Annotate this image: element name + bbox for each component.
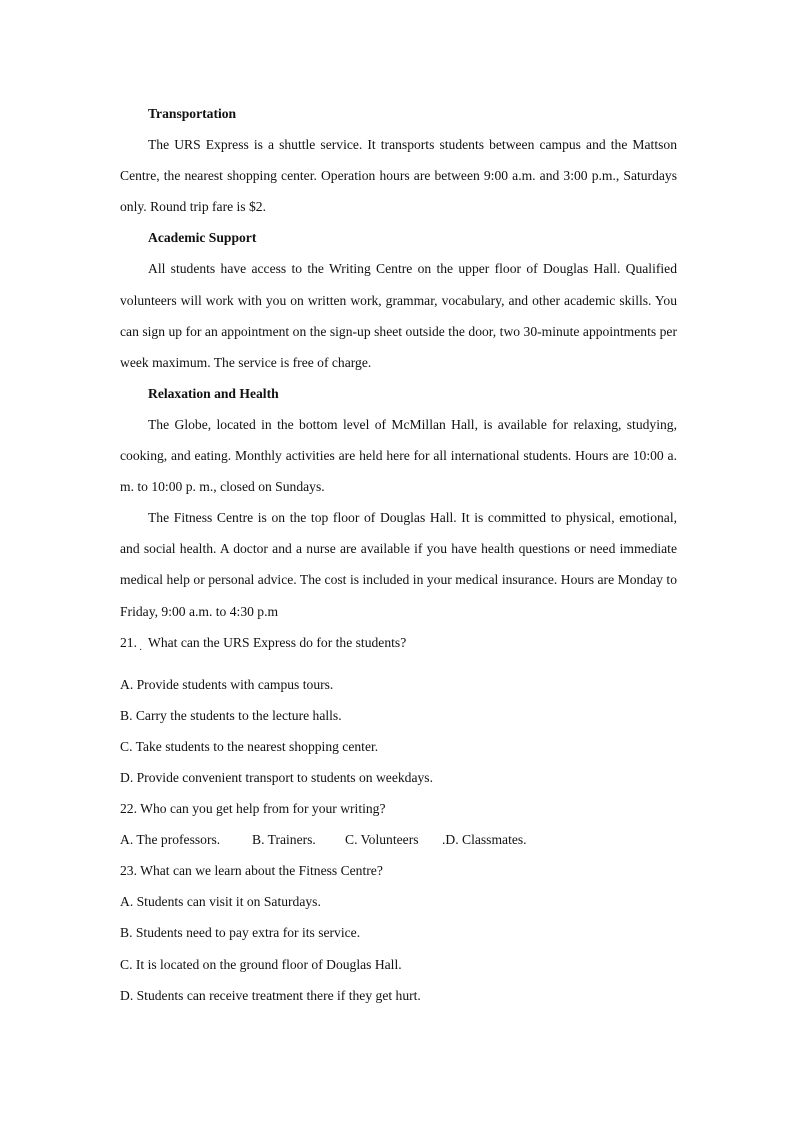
document-page bbox=[120, 98, 677, 1011]
question-21-option-b: B. Carry the students to the lecture halls. bbox=[120, 707, 342, 723]
paragraph-transportation: The URS Express is a shuttle service. It transports students between campus and the Mattson Centre, the nearest shopping center. Operation hours are between 9:00 a.m. and 3:00 p.m., Saturdays only. Round trip fare is $2. bbox=[120, 137, 677, 215]
question-21-option-c: C. Take students to the nearest shopping center. bbox=[120, 738, 379, 754]
question-21-number: 21. bbox=[120, 634, 137, 650]
question-23-option-b: B. Students need to pay extra for its service. bbox=[120, 925, 361, 941]
question-23-option-d: D. Students can receive treatment there if they get hurt. bbox=[120, 987, 421, 1003]
heading-transportation: Transportation bbox=[148, 106, 237, 121]
question-22-option-c: C. Volunteers bbox=[345, 832, 419, 848]
paragraph-globe: The Globe, located in the bottom level of McMillan Hall, is available for relaxing, studying, cooking, and eating. Monthly activities are held here for all international students. Hours are 10:00 a. m. to 10:00 p. m., closed on Sundays. bbox=[120, 416, 677, 495]
heading-relaxation-health: Relaxation and Health bbox=[148, 385, 279, 401]
question-22-option-a: A. The professors. bbox=[120, 832, 221, 848]
question-22-stem: 22. Who can you get help from for your writing? bbox=[120, 801, 386, 817]
question-22-option-d: .D. Classmates. bbox=[442, 832, 527, 848]
question-23-stem: 23. What can we learn about the Fitness Centre? bbox=[120, 863, 383, 879]
question-21 bbox=[120, 627, 677, 658]
question-22-option-b: B. Trainers. bbox=[252, 832, 316, 848]
question-23-option-c: C. It is located on the ground floor of Douglas Hall. bbox=[120, 956, 402, 972]
question-21-option-d: D. Provide convenient transport to students on weekdays. bbox=[120, 769, 433, 785]
question-21-mark: · bbox=[139, 644, 143, 656]
question-22-options bbox=[120, 824, 677, 855]
question-21-option-a: A. Provide students with campus tours. bbox=[120, 676, 334, 692]
paragraph-fitness-centre: The Fitness Centre is on the top floor of Douglas Hall. It is committed to physical, emotional, and social health. A doctor and a nurse are available if you have health questions or need immediate medical help or personal advice. The cost is included in your medical insurance. Hours are Monday to Friday, 9:00 a.m. to 4:30 p.m bbox=[120, 510, 677, 619]
question-23-option-a: A. Students can visit it on Saturdays. bbox=[120, 894, 321, 910]
question-21-stem: What can the URS Express do for the students? bbox=[148, 634, 407, 650]
heading-academic-support: Academic Support bbox=[148, 230, 257, 246]
paragraph-academic-support: All students have access to the Writing Centre on the upper floor of Douglas Hall. Qualified volunteers will work with you on written work, grammar, vocabulary, and other academic skills. You can sign up for an appointment on the sign-up sheet outside the door, two 30-minute appointments per week maximum. The service is free of charge. bbox=[120, 261, 677, 370]
